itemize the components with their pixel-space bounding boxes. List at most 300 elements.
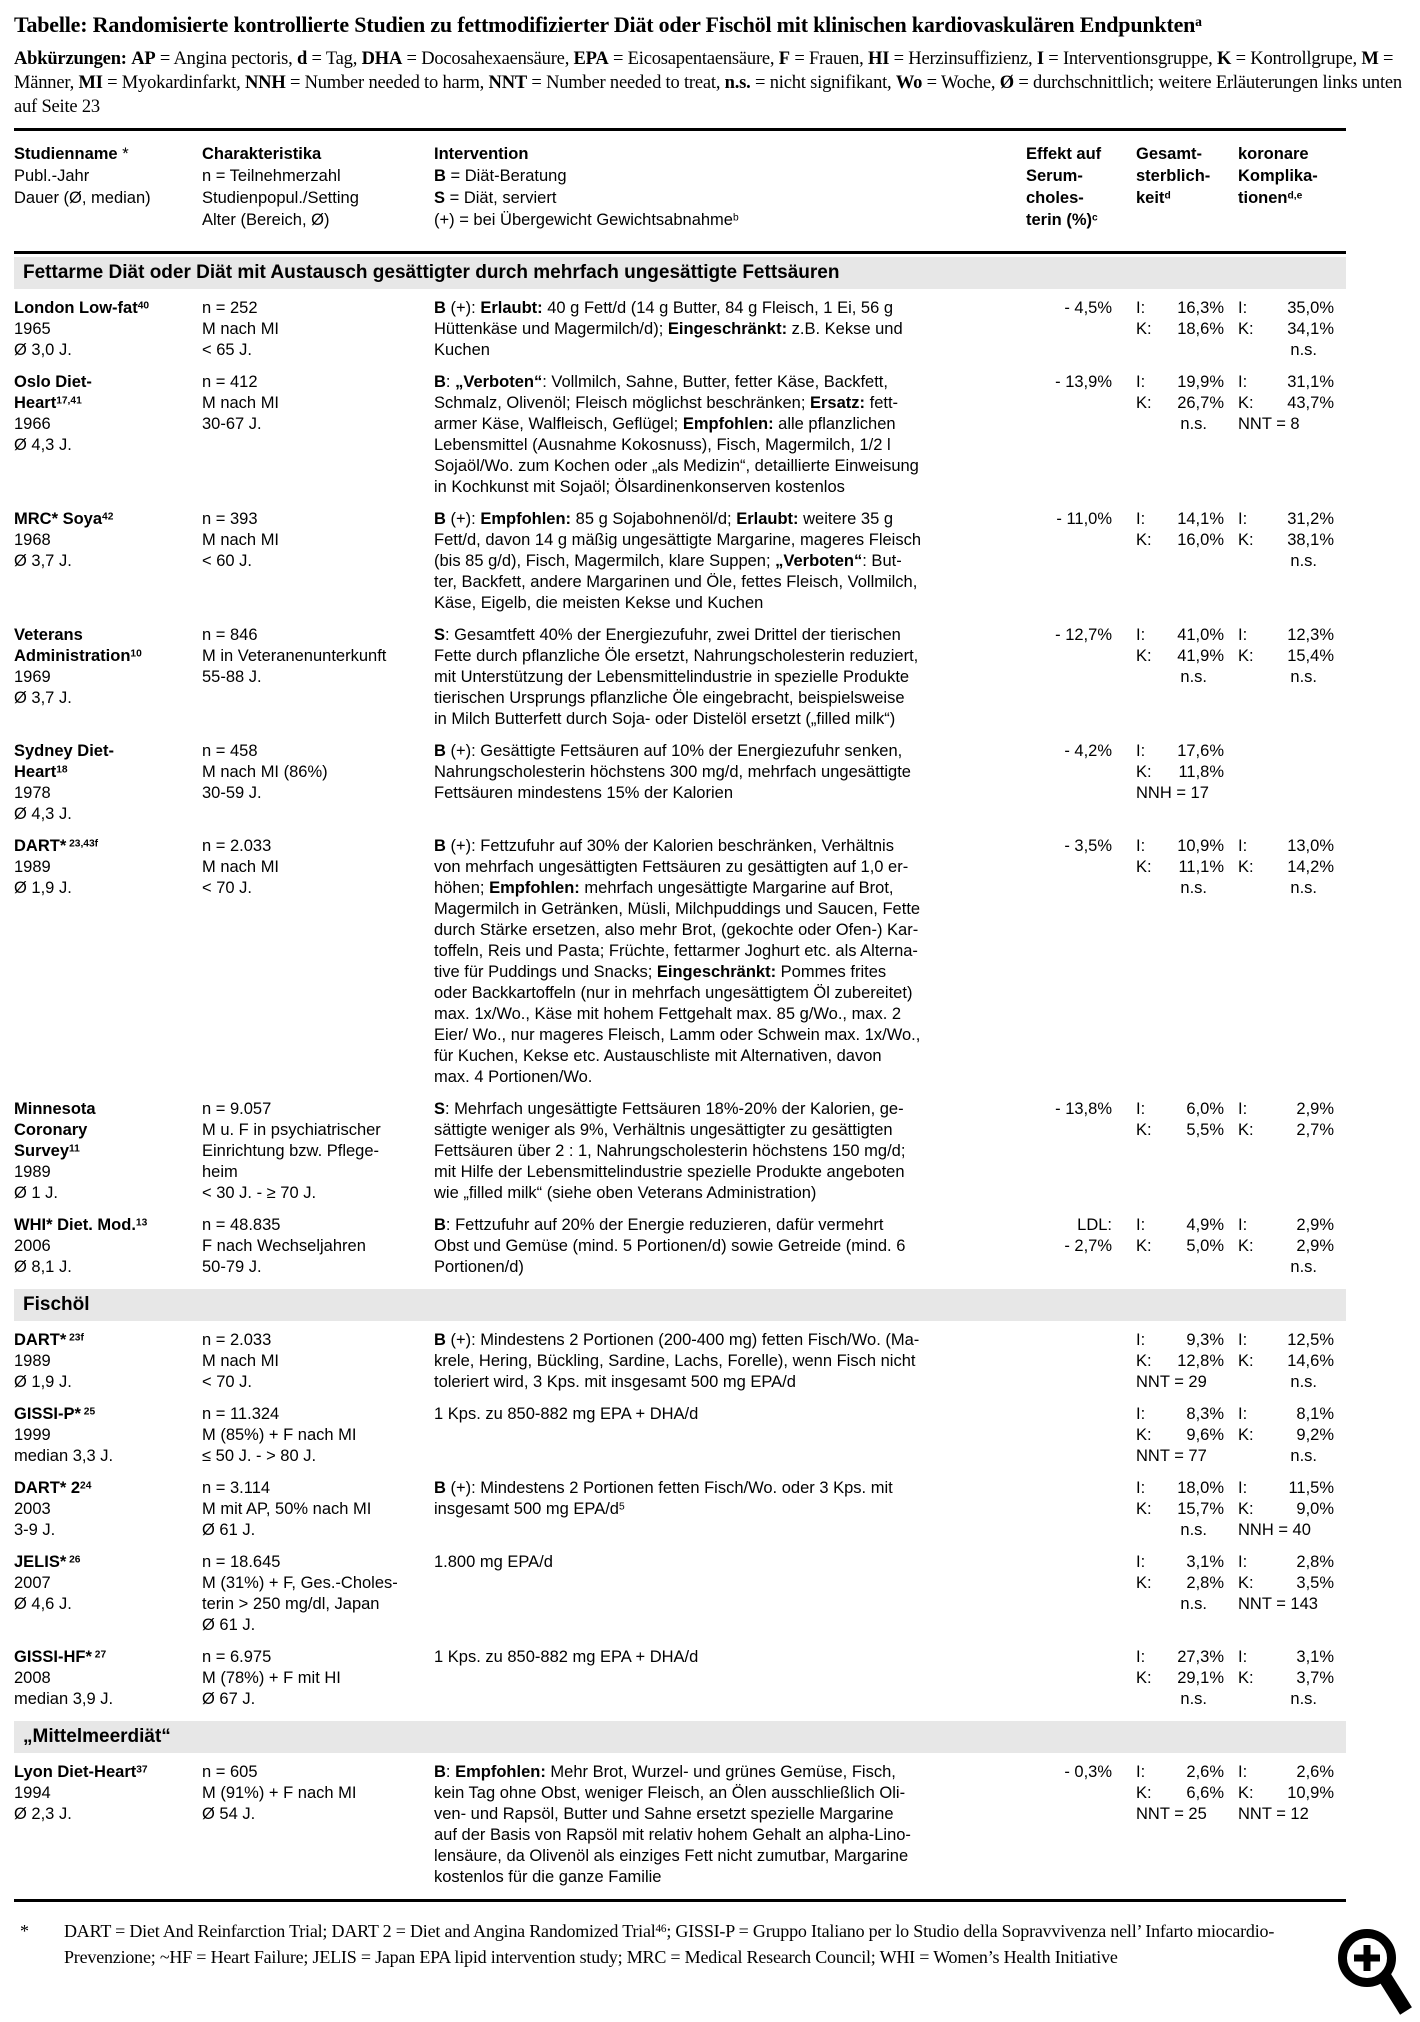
column-header-line: S = Diät, serviert <box>434 189 557 207</box>
group-label: I: <box>1136 510 1146 528</box>
column-header-coronary <box>1224 143 1334 231</box>
intervention-cell-line: kein Tag ohne Obst, weniger Fleisch, an Ölen ausschließlich Oli- <box>434 1784 906 1802</box>
study-cell-line: Sydney Diet- <box>14 742 114 760</box>
coronary-complications-cell-value <box>1238 646 1334 667</box>
coronary-complications-cell-value <box>1238 836 1334 857</box>
mortality-cell-value <box>1136 1783 1224 1804</box>
significance-note: n.s. <box>1290 1447 1317 1465</box>
group-label: K: <box>1238 1669 1254 1687</box>
coronary-complications-cell-value <box>1238 1647 1334 1668</box>
coronary-complications-cell-value <box>1238 372 1334 393</box>
group-label: I: <box>1238 1479 1248 1497</box>
characteristics-cell-line: n = 458 <box>202 742 258 760</box>
study-cell-line: DART* $2^{24}$ <box>14 1479 92 1497</box>
coronary-complications-cell-value <box>1238 298 1334 319</box>
intervention-cell-line: ter, Backfett, andere Margarinen und Öle, fettes Fleisch, Vollmilch, <box>434 573 918 591</box>
characteristics-cell-line: M (78%) + F mit HI <box>202 1669 341 1687</box>
intervention-cell-line: auf der Basis von Rapsöl mit relativ hohem Gehalt an alpha-Lino- <box>434 1826 911 1844</box>
intervention-cell-line: B (+): Empfohlen: 85 g Sojabohnenöl/d; Erlaubt: weitere 35 g <box>434 510 894 528</box>
coronary-complications-cell-value <box>1238 509 1334 530</box>
cholesterol-effect-cell-line: - 13,9% <box>1055 373 1112 391</box>
intervention-cell <box>434 1215 1016 1278</box>
cholesterol-effect-cell <box>1016 509 1122 614</box>
study-cell-line: JELIS* $^{26}$ <box>14 1553 81 1571</box>
cholesterol-effect-cell-line: - 4,2% <box>1064 742 1112 760</box>
significance-note: n.s. <box>1290 668 1317 686</box>
study-cell <box>14 1215 202 1278</box>
intervention-cell <box>434 836 1016 1088</box>
significance-note: NNT = 12 <box>1238 1805 1309 1823</box>
significance-note: NNT = 143 <box>1238 1595 1318 1613</box>
mortality-cell-value <box>1136 1330 1224 1351</box>
table-row-sydney-diet-heart <box>14 741 1334 825</box>
cholesterol-effect-cell <box>1016 298 1122 361</box>
study-cell <box>14 1099 202 1204</box>
characteristics-cell-line: n = 2.033 <box>202 1331 272 1349</box>
intervention-cell-line: tive für Puddings und Snacks; Eingeschränkt: Pommes frites <box>434 963 887 981</box>
intervention-cell-line: armer Käse, Walfleisch, Geflügel; Empfohlen: alle pflanzlichen <box>434 415 896 433</box>
percent-value: 6,6% <box>1186 1784 1224 1802</box>
study-cell <box>14 509 202 614</box>
study-cell-line: 1999 <box>14 1426 51 1444</box>
study-cell-line: MRC* Soya$^{42}$ <box>14 510 114 528</box>
mortality-cell <box>1122 1762 1224 1888</box>
percent-value: 27,3% <box>1177 1648 1224 1666</box>
group-label: K: <box>1136 1426 1152 1444</box>
coronary-complications-cell-value <box>1238 1330 1334 1351</box>
characteristics-cell-line: M in Veteranenunterkunft <box>202 647 387 665</box>
intervention-cell-line: B (+): Erlaubt: 40 g Fett/d (14 g Butter, 84 g Fleisch, 1 Ei, 56 g <box>434 299 894 317</box>
group-label: I: <box>1238 1405 1248 1423</box>
mortality-cell-value <box>1136 1552 1224 1573</box>
characteristics-cell-line: Ø 54 J. <box>202 1805 256 1823</box>
percent-value: 5,5% <box>1186 1121 1224 1139</box>
intervention-cell-line: sättigte weniger als 9%, Verhältnis ungesättigter zu gesättigten <box>434 1121 893 1139</box>
mortality-cell-value <box>1136 1120 1224 1141</box>
significance-note: n.s. <box>1180 1521 1207 1539</box>
significance-note: NNH = 40 <box>1238 1521 1311 1539</box>
coronary-complications-cell-value <box>1238 1351 1334 1372</box>
study-cell-line: Ø 3,0 J. <box>14 341 72 359</box>
column-header-line: B = Diät-Beratung <box>434 167 567 185</box>
percent-value: 2,9% <box>1296 1237 1334 1255</box>
characteristics-cell-line: n = 2.033 <box>202 837 272 855</box>
intervention-cell-line: höhen; Empfohlen: mehrfach ungesättigte Margarine auf Brot, <box>434 879 894 897</box>
study-cell-line: Ø 4,3 J. <box>14 805 72 823</box>
significance-note: n.s. <box>1180 1595 1207 1613</box>
study-cell-line: GISSI-P* $^{25}$ <box>14 1405 96 1423</box>
cholesterol-effect-cell-line: - 3,5% <box>1064 837 1112 855</box>
coronary-complications-cell-value <box>1238 1099 1334 1120</box>
cholesterol-effect-cell-line: - 11,0% <box>1056 510 1112 528</box>
characteristics-cell <box>202 1552 434 1636</box>
table-row-dart-fish <box>14 1330 1334 1393</box>
percent-value: 3,7% <box>1296 1669 1334 1687</box>
group-label: I: <box>1238 837 1248 855</box>
intervention-cell-line: Lebensmittel (Ausnahme Kokosnuss), Fisch, Magermilch, 1/2 l <box>434 436 891 454</box>
cholesterol-effect-cell <box>1016 1099 1122 1204</box>
group-label: I: <box>1238 1331 1248 1349</box>
cholesterol-effect-cell <box>1016 1762 1122 1888</box>
table-header-row <box>14 131 1334 251</box>
intervention-cell-line: Fettsäuren über 2 : 1, Nahrungscholesterin höchstens 150 mg/d; <box>434 1142 906 1160</box>
significance-note: n.s. <box>1290 552 1317 570</box>
percent-value: 11,8% <box>1178 763 1224 781</box>
table-row-gissi-p <box>14 1404 1334 1467</box>
intervention-cell-line: Magermilch in Getränken, Müsli, Milchpuddings und Saucen, Fette <box>434 900 921 918</box>
group-label: I: <box>1136 373 1146 391</box>
intervention-cell-line: 1.800 mg EPA/d <box>434 1553 553 1571</box>
intervention-cell-line: wie „filled milk“ (siehe oben Veterans Administration) <box>434 1184 817 1202</box>
intervention-cell-line: durch Stärke ersetzen, also mehr Brot, (gekochte oder Ofen-) Kar- <box>434 921 919 939</box>
mortality-cell <box>1122 625 1224 730</box>
intervention-cell-line: Sojaöl/Wo. zum Kochen oder „als Medizin“, detaillierte Einweisung <box>434 457 919 475</box>
group-label: I: <box>1136 1763 1146 1781</box>
cholesterol-effect-cell <box>1016 1404 1122 1467</box>
group-label: I: <box>1136 1100 1146 1118</box>
group-label: K: <box>1238 1237 1254 1255</box>
study-cell <box>14 1647 202 1710</box>
group-label: I: <box>1136 1479 1146 1497</box>
percent-value: 15,7% <box>1177 1500 1224 1518</box>
percent-value: 18,6% <box>1177 320 1224 338</box>
coronary-complications-cell-value <box>1238 1404 1334 1425</box>
study-cell-line: Ø 1,9 J. <box>14 879 72 897</box>
coronary-complications-cell <box>1224 1404 1334 1467</box>
group-label: I: <box>1136 742 1146 760</box>
coronary-complications-cell <box>1224 1552 1334 1636</box>
group-label: K: <box>1136 1500 1152 1518</box>
study-cell-line: 1969 <box>14 668 51 686</box>
characteristics-cell-line: heim <box>202 1163 238 1181</box>
group-label: I: <box>1136 837 1146 855</box>
intervention-cell-line: von mehrfach ungesättigten Fettsäuren zu gesättigten auf 1,0 er- <box>434 858 909 876</box>
column-header-intervention <box>434 143 1016 231</box>
study-cell-line: WHI* Diet. Mod.$^{13}$ <box>14 1216 148 1234</box>
study-cell-line: 1966 <box>14 415 51 433</box>
column-header-line: choles- <box>1026 189 1084 207</box>
characteristics-cell-line: M nach MI (86%) <box>202 763 328 781</box>
intervention-cell-line: in Kochkunst mit Sojaöl; Ölsardinenkonserven kostenlos <box>434 478 845 496</box>
percent-value: 13,0% <box>1287 837 1334 855</box>
mortality-cell <box>1122 1478 1224 1541</box>
cholesterol-effect-cell-line: - 4,5% <box>1064 299 1112 317</box>
table-row-whi-diet-mod <box>14 1215 1334 1278</box>
study-cell-line: Coronary <box>14 1121 88 1139</box>
study-cell-line: London Low-fat$^{40}$ <box>14 299 150 317</box>
group-label: K: <box>1238 1574 1254 1592</box>
intervention-cell-line: kostenlos für die ganze Familie <box>434 1868 662 1886</box>
percent-value: 5,0% <box>1186 1237 1224 1255</box>
intervention-cell-line: Portionen/d) <box>434 1258 524 1276</box>
group-label: I: <box>1136 1553 1146 1571</box>
intervention-cell-line: Fette durch pflanzliche Öle ersetzt, Nahrungscholesterin reduziert, <box>434 647 919 665</box>
study-cell-line: 1989 <box>14 858 51 876</box>
group-label: I: <box>1238 1100 1248 1118</box>
group-label: I: <box>1136 1216 1146 1234</box>
cholesterol-effect-cell <box>1016 372 1122 498</box>
table-row-mrc-soya <box>14 509 1334 614</box>
study-cell-line: Administration$^{10}$ <box>14 647 142 665</box>
characteristics-cell-line: n = 605 <box>202 1763 258 1781</box>
table-row-gissi-hf <box>14 1647 1334 1710</box>
intervention-cell-line: für Kuchen, Kekse etc. Austauschliste mit Alternativen, davon <box>434 1047 882 1065</box>
group-label: K: <box>1136 1784 1152 1802</box>
mortality-cell <box>1122 1404 1224 1467</box>
coronary-complications-cell <box>1224 1330 1334 1393</box>
significance-note: n.s. <box>1290 879 1317 897</box>
significance-note: NNT = 29 <box>1136 1373 1207 1391</box>
intervention-cell-line: Käse, Eigelb, die meisten Kekse und Kuchen <box>434 594 764 612</box>
mortality-cell-value <box>1136 1351 1224 1372</box>
group-label: I: <box>1238 1553 1248 1571</box>
intervention-cell-line: S: Gesamtfett 40% der Energiezufuhr, zwei Drittel der tierischen <box>434 626 901 644</box>
intervention-cell <box>434 1330 1016 1393</box>
percent-value: 12,5% <box>1287 1331 1334 1349</box>
table-row-oslo-diet-heart <box>14 372 1334 498</box>
characteristics-cell <box>202 625 434 730</box>
mortality-cell <box>1122 1647 1224 1710</box>
cholesterol-effect-cell <box>1016 1215 1122 1278</box>
divider <box>14 1899 1346 1902</box>
study-cell-line: Ø 4,3 J. <box>14 436 72 454</box>
percent-value: 38,1% <box>1287 531 1334 549</box>
group-label: K: <box>1136 763 1152 781</box>
column-header-line: keit$^d$ <box>1136 189 1171 207</box>
group-label: I: <box>1238 299 1248 317</box>
intervention-cell <box>434 1404 1016 1467</box>
zoom-in-icon[interactable] <box>1332 1927 1414 2019</box>
percent-value: 9,6% <box>1186 1426 1224 1444</box>
group-label: K: <box>1238 1500 1254 1518</box>
characteristics-cell-line: Ø 67 J. <box>202 1690 256 1708</box>
significance-note: NNH = 17 <box>1136 784 1209 802</box>
percent-value: 3,1% <box>1186 1553 1224 1571</box>
coronary-complications-cell-value <box>1238 1120 1334 1141</box>
mortality-cell <box>1122 1552 1224 1636</box>
intervention-cell-line: in Milch Butterfett durch Soja- oder Distelöl ersetzt („filled milk“) <box>434 710 896 728</box>
characteristics-cell <box>202 741 434 825</box>
study-cell-line: Heart$^{18}$ <box>14 763 68 781</box>
intervention-cell-line: Nahrungscholesterin höchstens 300 mg/d, mehrfach ungesättigte <box>434 763 911 781</box>
significance-note: n.s. <box>1180 415 1207 433</box>
characteristics-cell-line: ≤ 50 J. - > 80 J. <box>202 1447 317 1465</box>
intervention-cell-line: ven- und Rapsöl, Butter und Sahne ersetzt spezielle Margarine <box>434 1805 894 1823</box>
column-header-line: tionen$^{d,e}$ <box>1238 189 1303 207</box>
significance-note: n.s. <box>1290 341 1317 359</box>
percent-value: 35,0% <box>1287 299 1334 317</box>
mortality-cell-value <box>1136 1668 1224 1689</box>
intervention-cell-line: B: Fettzufuhr auf 20% der Energie reduzieren, dafür vermehrt <box>434 1216 884 1234</box>
study-cell-line: Minnesota <box>14 1100 96 1118</box>
percent-value: 3,5% <box>1296 1574 1334 1592</box>
column-header-line: Intervention <box>434 145 529 163</box>
group-label: I: <box>1136 1648 1146 1666</box>
table-row-lyon-diet-heart <box>14 1762 1334 1888</box>
percent-value: 19,9% <box>1177 373 1224 391</box>
characteristics-cell-line: M nach MI <box>202 394 280 412</box>
percent-value: 29,1% <box>1177 1669 1224 1687</box>
characteristics-cell-line: terin > 250 mg/dl, Japan <box>202 1595 380 1613</box>
column-header-line: Charakteristika <box>202 145 322 163</box>
study-cell-line: 3-9 J. <box>14 1521 56 1539</box>
group-label: K: <box>1136 858 1152 876</box>
significance-note: n.s. <box>1290 1373 1317 1391</box>
column-header-study <box>14 143 202 231</box>
percent-value: 41,0% <box>1177 626 1224 644</box>
study-cell <box>14 1404 202 1467</box>
intervention-cell-line: 1 Kps. zu 850-882 mg EPA + DHA/d <box>434 1405 699 1423</box>
study-cell-line: Ø 3,7 J. <box>14 552 72 570</box>
table-row-jelis <box>14 1552 1334 1636</box>
characteristics-cell-line: Ø 61 J. <box>202 1616 256 1634</box>
study-cell <box>14 741 202 825</box>
percent-value: 14,2% <box>1287 858 1334 876</box>
coronary-complications-cell <box>1224 1478 1334 1541</box>
mortality-cell-value <box>1136 1425 1224 1446</box>
group-label: K: <box>1238 858 1254 876</box>
column-header-line: Effekt auf <box>1026 145 1102 163</box>
study-cell-line: Lyon Diet-Heart$^{37}$ <box>14 1763 148 1781</box>
column-header-line: Serum- <box>1026 167 1083 185</box>
characteristics-cell-line: < 30 J. - ≥ 70 J. <box>202 1184 317 1202</box>
intervention-cell <box>434 1552 1016 1636</box>
column-header-mortality <box>1122 143 1224 231</box>
cholesterol-effect-cell-line: - 2,7% <box>1064 1237 1112 1255</box>
study-cell-line: 1965 <box>14 320 51 338</box>
group-label: K: <box>1136 1121 1152 1139</box>
percent-value: 4,9% <box>1186 1216 1224 1234</box>
percent-value: 2,7% <box>1296 1121 1334 1139</box>
study-cell-line: Ø 4,6 J. <box>14 1595 72 1613</box>
characteristics-cell-line: n = 412 <box>202 373 258 391</box>
intervention-cell <box>434 509 1016 614</box>
percent-value: 2,8% <box>1296 1553 1334 1571</box>
percent-value: 15,4% <box>1287 647 1334 665</box>
group-label: I: <box>1238 373 1248 391</box>
characteristics-cell-line: n = 11.324 <box>202 1405 280 1423</box>
group-label: K: <box>1238 531 1254 549</box>
characteristics-cell <box>202 1647 434 1710</box>
characteristics-cell-line: 30-59 J. <box>202 784 262 802</box>
column-header-characteristics <box>202 143 434 231</box>
percent-value: 6,0% <box>1186 1100 1224 1118</box>
coronary-complications-cell-value <box>1238 1499 1334 1520</box>
intervention-cell-line: Fettsäuren mindestens 15% der Kalorien <box>434 784 733 802</box>
intervention-cell-line: Eier/ Wo., nur mageres Fleisch, Lamm oder Schwein max. 1x/Wo., <box>434 1026 921 1044</box>
percent-value: 41,9% <box>1177 647 1224 665</box>
zoom-in-magnifier-glyph <box>1332 1927 1414 2019</box>
cholesterol-effect-cell-line: - 13,8% <box>1055 1100 1112 1118</box>
intervention-cell-line: 1 Kps. zu 850-882 mg EPA + DHA/d <box>434 1648 699 1666</box>
characteristics-cell-line: n = 393 <box>202 510 258 528</box>
study-cell-line: Ø 3,7 J. <box>14 689 72 707</box>
mortality-cell <box>1122 1215 1224 1278</box>
cholesterol-effect-cell <box>1016 1478 1122 1541</box>
group-label: I: <box>1238 1648 1248 1666</box>
coronary-complications-cell-value <box>1238 1236 1334 1257</box>
characteristics-cell-line: 50-79 J. <box>202 1258 262 1276</box>
coronary-complications-cell-value <box>1238 393 1334 414</box>
table-body <box>14 257 1406 1888</box>
study-cell-line: Survey$^{11}$ <box>14 1142 80 1160</box>
intervention-cell <box>434 625 1016 730</box>
cholesterol-effect-cell <box>1016 1552 1122 1636</box>
abbreviations-text: Abkürzungen: AP = Angina pectoris, d = Tag, DHA = Docosahexaensäure, EPA = Eicosapentaensäure, F = Frauen, HI = Herzinsuffizienz, I = Interventionsgruppe, K = Kontrollgrupe, M = Männer, MI = Myokardinfarkt, NNH = Number needed to harm, NNT = Number needed to treat, n.s. = nicht signifikant, Wo = Woche, Ø = durchschnittlich; weitere Erläuterungen links unten auf Seite 23 <box>14 49 1402 117</box>
study-cell-line: median 3,3 J. <box>14 1447 114 1465</box>
intervention-cell-line: Obst und Gemüse (mind. 5 Portionen/d) sowie Getreide (mind. 6 <box>434 1237 906 1255</box>
group-label: I: <box>1238 626 1248 644</box>
characteristics-cell-line: < 70 J. <box>202 1373 252 1391</box>
percent-value: 9,0% <box>1296 1500 1334 1518</box>
intervention-cell <box>434 1762 1016 1888</box>
cholesterol-effect-cell-line: - 0,3% <box>1064 1763 1112 1781</box>
mortality-cell-value <box>1136 372 1224 393</box>
section-header: Fettarme Diät oder Diät mit Austausch gesättigter durch mehrfach ungesättigte Fettsäuren <box>14 257 1346 289</box>
table-row-veterans-administration <box>14 625 1334 730</box>
group-label: I: <box>1136 1331 1146 1349</box>
group-label: K: <box>1238 1426 1254 1444</box>
study-cell-line: Ø 1 J. <box>14 1184 59 1202</box>
cholesterol-effect-cell-line: - 12,7% <box>1055 626 1112 644</box>
intervention-cell <box>434 298 1016 361</box>
characteristics-cell-line: M (85%) + F nach MI <box>202 1426 357 1444</box>
column-header-line: terin (%)$^c$ <box>1026 211 1098 229</box>
table-row-dart <box>14 836 1334 1088</box>
intervention-cell-line: mit Hilfe der Lebensmittelindustrie spezielle Produkte angeboten <box>434 1163 905 1181</box>
study-cell-line: 1989 <box>14 1352 51 1370</box>
percent-value: 2,6% <box>1296 1763 1334 1781</box>
study-cell-line: Ø 2,3 J. <box>14 1805 72 1823</box>
coronary-complications-cell <box>1224 1647 1334 1710</box>
group-label: K: <box>1238 320 1254 338</box>
coronary-complications-cell-value <box>1238 1552 1334 1573</box>
intervention-cell-line: Fett/d, davon 14 g mäßig ungesättigte Margarine, mageres Fleisch <box>434 531 921 549</box>
study-cell <box>14 836 202 1088</box>
mortality-cell-value <box>1136 319 1224 340</box>
percent-value: 14,6% <box>1287 1352 1334 1370</box>
intervention-cell-line: Hüttenkäse und Magermilch/d); Eingeschränkt: z.B. Kekse und <box>434 320 903 338</box>
study-cell <box>14 1330 202 1393</box>
intervention-cell-line: Kuchen <box>434 341 490 359</box>
characteristics-cell-line: n = 48.835 <box>202 1216 281 1234</box>
coronary-complications-cell <box>1224 1215 1334 1278</box>
mortality-cell-value <box>1136 1499 1224 1520</box>
column-header-line: Publ.-Jahr <box>14 167 90 185</box>
study-cell-line: Oslo Diet- <box>14 373 92 391</box>
characteristics-cell <box>202 1478 434 1541</box>
characteristics-cell-line: M nach MI <box>202 858 280 876</box>
characteristics-cell <box>202 1404 434 1467</box>
intervention-cell <box>434 1647 1016 1710</box>
coronary-complications-cell <box>1224 741 1334 825</box>
mortality-cell-value <box>1136 1404 1224 1425</box>
group-label: I: <box>1136 299 1146 317</box>
coronary-complications-cell-value <box>1238 625 1334 646</box>
intervention-cell-line: (bis 85 g/d), Fisch, Magermilch, klare Suppen; „Verboten“: But- <box>434 552 902 570</box>
percent-value: 17,6% <box>1177 742 1224 760</box>
intervention-cell <box>434 1478 1016 1541</box>
characteristics-cell <box>202 836 434 1088</box>
mortality-cell-value <box>1136 1215 1224 1236</box>
characteristics-cell-line: n = 6.975 <box>202 1648 272 1666</box>
percent-value: 43,7% <box>1287 394 1334 412</box>
study-cell-line: Veterans <box>14 626 83 644</box>
percent-value: 3,1% <box>1296 1648 1334 1666</box>
percent-value: 11,5% <box>1288 1479 1334 1497</box>
study-cell <box>14 1762 202 1888</box>
significance-note: NNT = 25 <box>1136 1805 1207 1823</box>
